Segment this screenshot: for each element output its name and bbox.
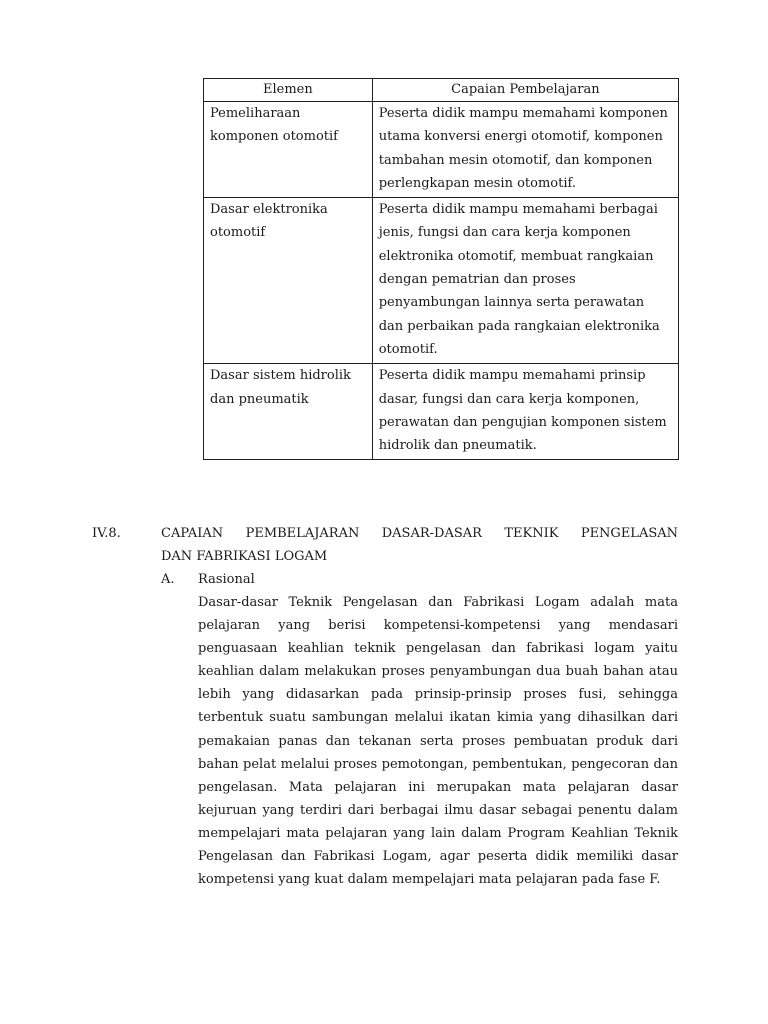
table-header-row	[204, 79, 679, 102]
header-elemen: Elemen	[204, 79, 373, 102]
rationale-paragraph: Dasar-dasar Teknik Pengelasan dan Fabrikasi Logam adalah mata pelajaran yang berisi kompetensi-kompetensi yang mendasari penguasaan keahlian teknik pengelasan dan fabrikasi logam yaitu keahlian dalam melakukan proses penyambungan dua buah bahan atau lebih yang didasarkan pada prinsip-prinsip proses fusi, sehingga terbentuk suatu sambungan melalui ikatan kimia yang dihasilkan dari pemakaian panas dan tekanan serta proses pembuatan produk dari bahan pelat melalui proses pemotongan, pembentukan, pengecoran dan pengelasan. Mata pelajaran ini merupakan mata pelajaran dasar kejuruan yang terdiri dari berbagai ilmu dasar sebagai penentu dalam mempelajari mata pelajaran yang lain dalam Program Keahlian Teknik Pengelasan dan Fabrikasi Logam, agar peserta didik memiliki dasar kompetensi yang kuat dalam mempelajari mata pelajaran pada fase F.	[198, 595, 678, 888]
header-capaian-pembelajaran: Capaian Pembelajaran	[372, 79, 678, 102]
row-capaian-cell: Peserta didik mampu memahami prinsip dasar, fungsi dan cara kerja komponen, perawatan dan pengujian komponen sistem hidrolik dan pneumatik.	[372, 364, 678, 460]
table-row	[204, 364, 679, 460]
section-number: IV.8.	[92, 526, 121, 541]
subsection-letter: A.	[161, 572, 175, 587]
table-row	[204, 198, 679, 364]
row-elemen-cell: Pemeliharaan komponen otomotif	[204, 102, 373, 198]
subsection-title: Rasional	[198, 572, 255, 587]
learning-outcomes-table	[203, 78, 679, 460]
section-title	[161, 522, 678, 568]
row-elemen-cell: Dasar elektronika otomotif	[204, 198, 373, 364]
row-elemen-cell: Dasar sistem hidrolik dan pneumatik	[204, 364, 373, 460]
table-row	[204, 102, 679, 198]
row-capaian-cell: Peserta didik mampu memahami berbagai jenis, fungsi dan cara kerja komponen elektronika otomotif, membuat rangkaian dengan pematrian dan proses penyambungan lainnya serta perawatan dan perbaikan pada rangkaian elektronika otomotif.	[372, 198, 678, 364]
section-title-line-2: DAN FABRIKASI LOGAM	[161, 549, 328, 564]
row-capaian-cell: Peserta didik mampu memahami komponen utama konversi energi otomotif, komponen tambahan mesin otomotif, dan komponen perlengkapan mesin otomotif.	[372, 102, 678, 198]
section-title-line-1: CAPAIAN PEMBELAJARAN DASAR-DASAR TEKNIK PENGELASAN	[161, 526, 678, 541]
